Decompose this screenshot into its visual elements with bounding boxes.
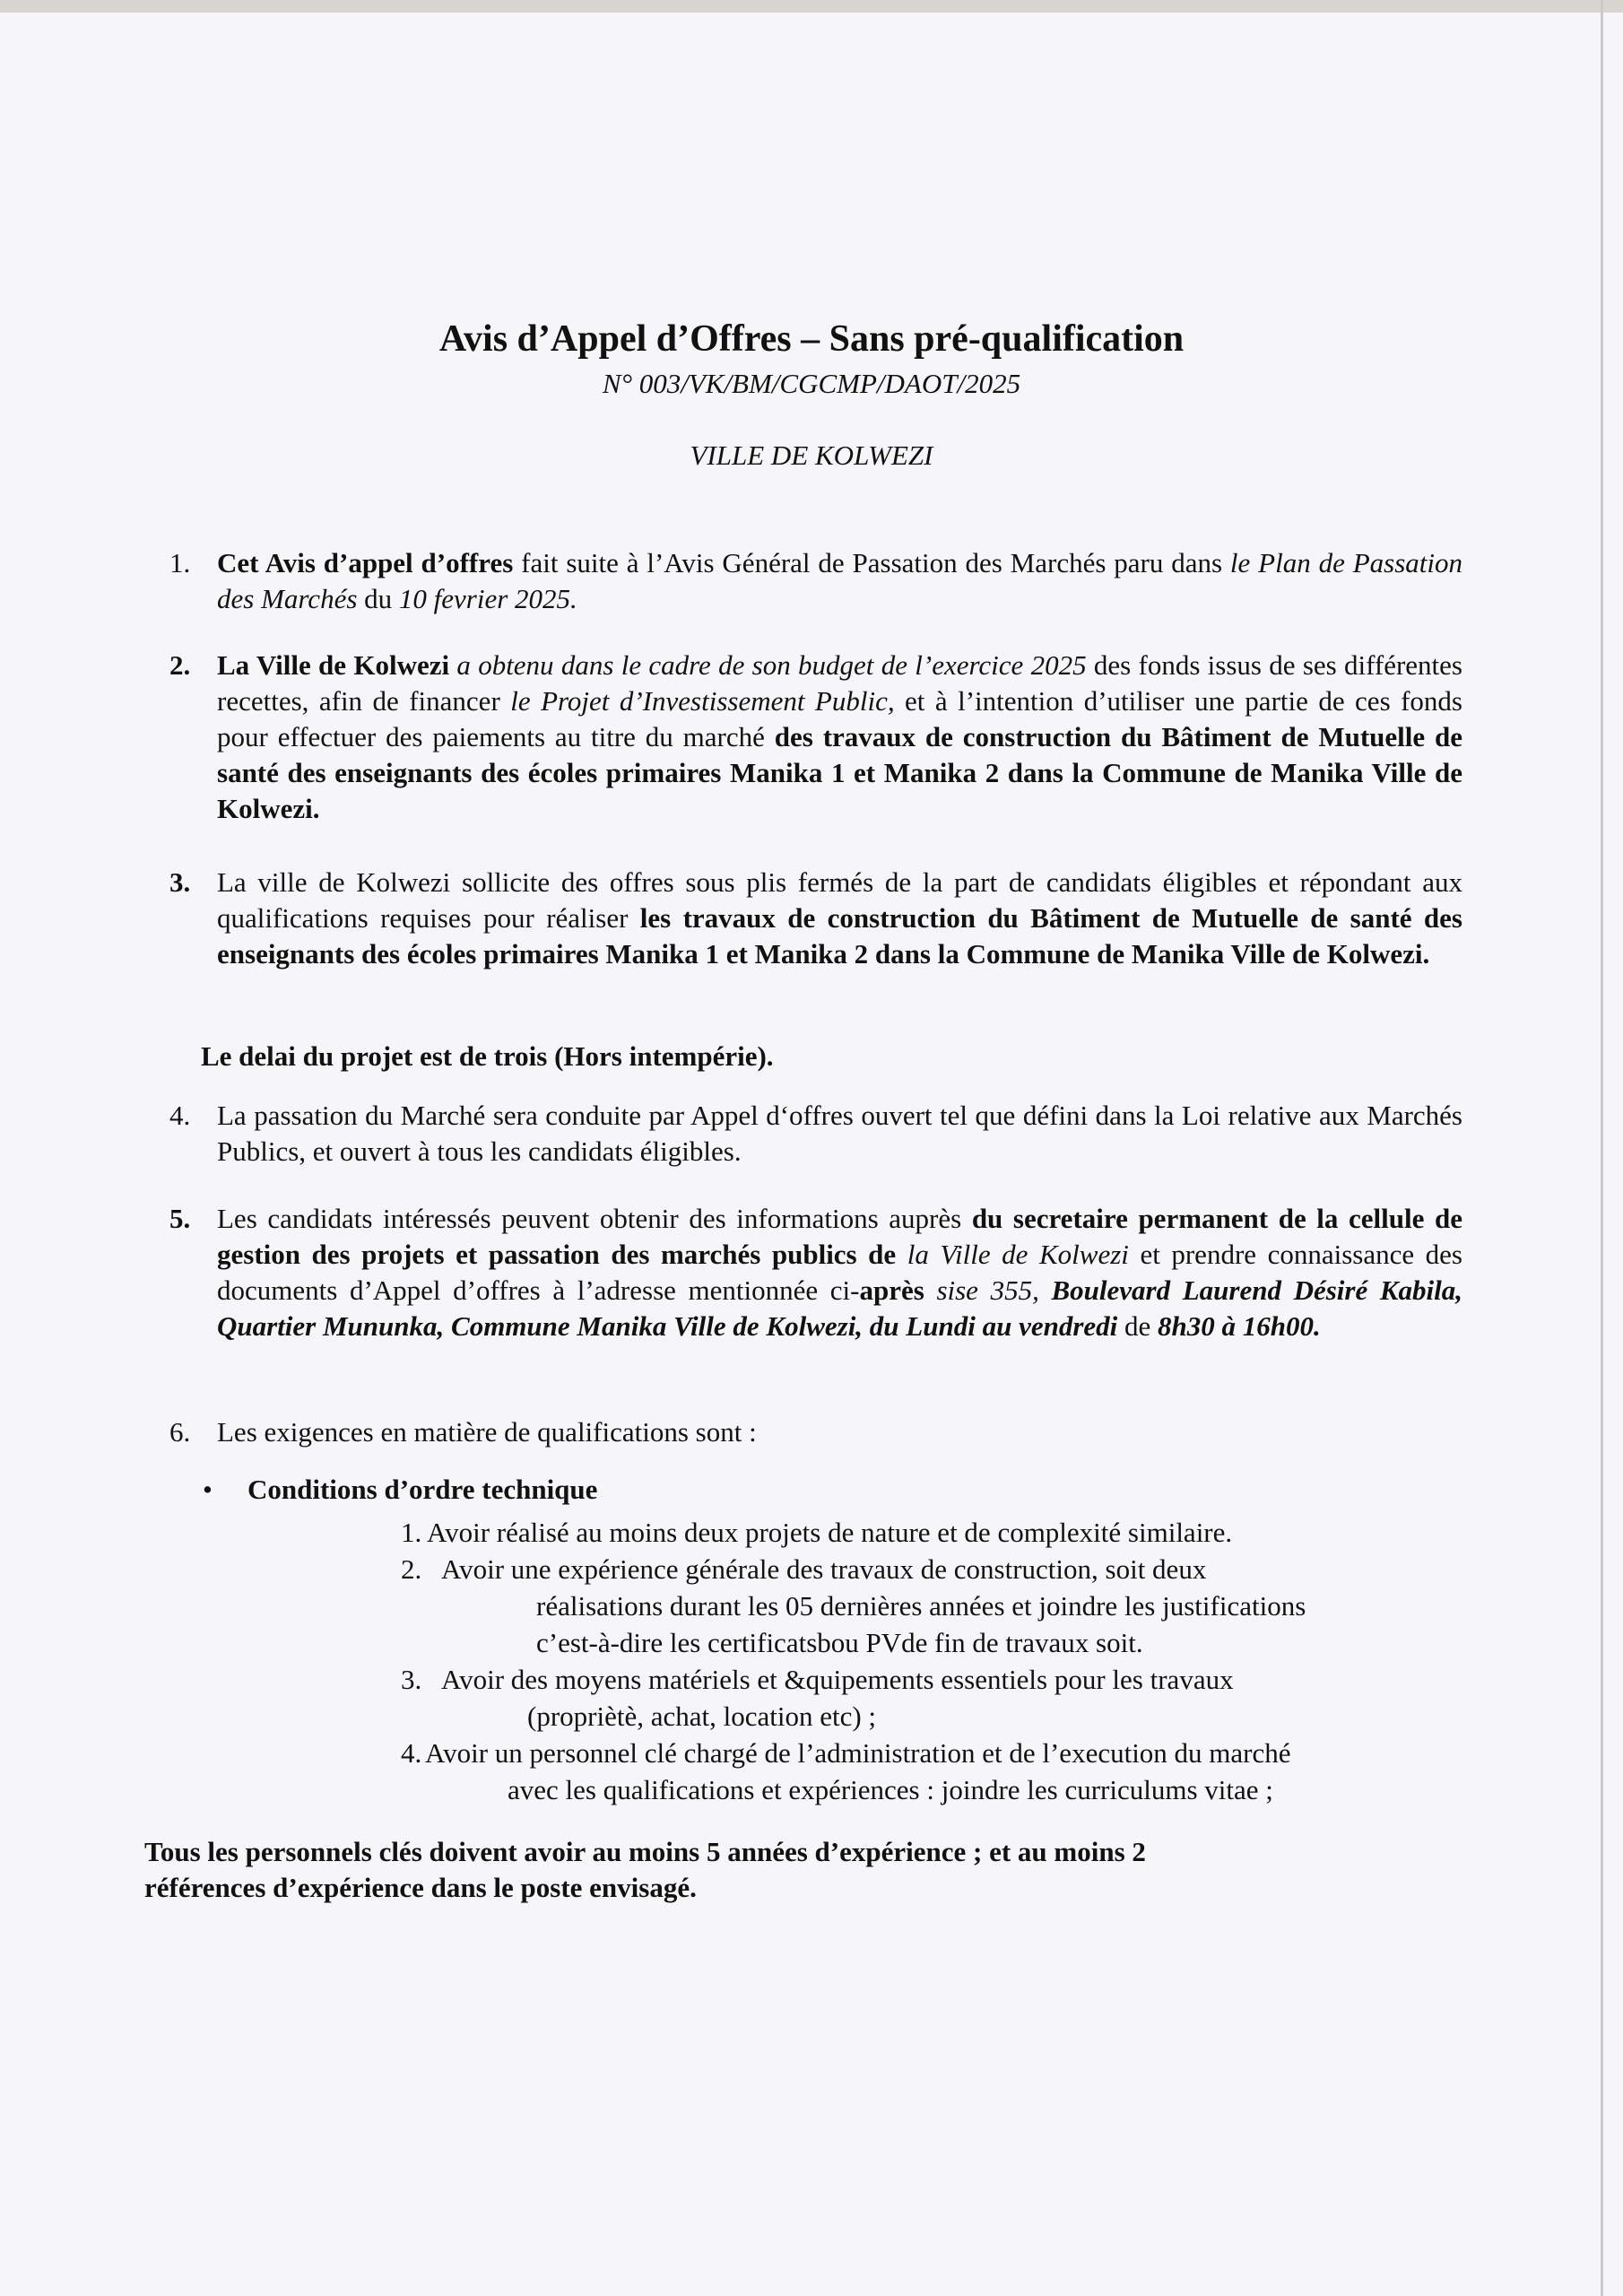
closing-line-2: références d’expérience dans le poste envisagé. [144,1872,697,1903]
paragraph-6 [169,1414,1462,1450]
text-segment: des travaux de construction du Bâtiment de Mutuelle de santé des enseignants des écoles primaires Manika 1 et Manika 2 dans la Commune de Manika Ville de Kolwezi. [217,721,1463,824]
text-segment: des fonds issus de ses différentes recettes, afin de financer [217,649,1462,717]
text-segment: La Ville de Kolwezi [217,649,450,681]
condition-line: Avoir une expérience générale des travaux de construction, soit deux [441,1553,1207,1585]
condition-number: 4. [401,1737,422,1769]
text-segment: de [1117,1310,1159,1342]
paragraph-5 [169,1201,1462,1344]
paragraph-text [217,1201,1462,1344]
paragraph-number: 3. [169,866,191,898]
condition-line: c’est-à-dire les certificatsbou PVde fin de travaux soit. [536,1627,1143,1658]
text-segment: du [357,583,399,614]
paragraph-number: 5. [169,1203,191,1234]
paragraph-1 [169,545,1462,617]
text-segment: Les exigences en matière de qualifications sont : [217,1416,757,1448]
paragraph-4 [169,1098,1462,1170]
condition-line: (propriètè, achat, location etc) ; [527,1700,877,1732]
text-segment: et à l’intention d’utiliser une partie de ces fonds pour effectuer des paiements au titre du marché [217,685,1462,752]
scan-top-edge [0,0,1623,13]
text-segment: après [859,1274,924,1306]
text-segment: du secretaire permanent de la cellule de gestion des projets et passation des marchés publics de [217,1203,1462,1270]
issuer-name: VILLE DE KOLWEZI [690,439,933,471]
document-title: Avis d’Appel d’Offres – Sans pré-qualification [438,318,1185,360]
condition-number: 1. [401,1517,422,1548]
text-segment: le Projet d’Investissement Public, [510,685,895,717]
text-segment: les travaux de construction du Bâtiment de Mutuelle de santé des enseignants des écoles primaires Manika 1 et Manika 2 dans la Commune de Manika Ville de Kolwezi. [217,902,1462,970]
paragraph-text [217,865,1462,972]
text-segment: sise 355, [924,1274,1052,1306]
paragraph-text [217,1098,1462,1170]
paragraph-text [217,545,1462,617]
closing-line-1: Tous les personnels clés doivent avoir au moins 5 années d’expérience ; et au moins 2 [144,1836,1146,1867]
condition-line: Avoir réalisé au moins deux projets de nature et de complexité similaire. [427,1517,1233,1548]
text-segment: Boulevard Laurend Désiré Kabila, Quartier Mununka, Commune Manika Ville de Kolwezi, du Lundi au vendredi [217,1274,1463,1342]
text-segment: La passation du Marché sera conduite par Appel d‘offres ouvert tel que défini dans la Loi relative aux Marchés Publics, et ouvert à tous les candidats éligibles. [217,1100,1462,1167]
text-segment: Les candidats intéressés peuvent obtenir des informations auprès [217,1203,972,1234]
reference-number: N° 003/VK/BM/CGCMP/DAOT/2025 [602,368,1021,399]
paragraph-3 [169,865,1462,972]
condition-number: 2. [401,1553,422,1585]
condition-line: réalisations durant les 05 dernières années et joindre les justifications [536,1590,1306,1622]
text-segment: a obtenu dans le cadre de son budget de l’exercice 2025 [449,649,1087,681]
paragraph-number: 2. [169,649,191,681]
paragraph-2 [169,648,1462,827]
paragraph-text [217,648,1462,827]
condition-line: Avoir des moyens matériels et &quipements essentiels pour les travaux [441,1664,1234,1695]
paragraph-number: 1. [169,547,191,578]
paragraph-number: 4. [169,1100,191,1131]
text-segment: 8h30 à 16h00. [1158,1310,1321,1342]
paragraph-number: 6. [169,1416,191,1448]
condition-line: avec les qualifications et expériences : joindre les curriculums vitae ; [508,1774,1273,1805]
text-segment: La ville de Kolwezi sollicite des offres sous plis fermés de la part de candidats éligibles et répondant aux qualifications requises pour réaliser [217,866,1462,934]
bullet-icon: • [203,1474,213,1505]
text-segment: le Plan de Passation des Marchés [217,547,1462,614]
text-segment: fait suite à l’Avis Général de Passation des Marchés paru dans [513,547,1230,578]
text-segment: la Ville de Kolwezi [896,1239,1129,1270]
delay-note: Le delai du projet est de trois (Hors intempérie). [201,1040,774,1072]
paragraph-text [217,1414,1462,1450]
condition-line: Avoir un personnel clé chargé de l’administration et de l’execution du marché [425,1737,1291,1769]
text-segment: Cet Avis d’appel d’offres [217,547,514,578]
text-segment: et prendre connaissance des documents d’Appel d’offres à l’adresse mentionnée ci- [217,1239,1462,1306]
condition-number: 3. [401,1664,422,1695]
text-segment: 10 fevrier 2025. [398,583,577,614]
conditions-heading: Conditions d’ordre technique [247,1474,598,1505]
